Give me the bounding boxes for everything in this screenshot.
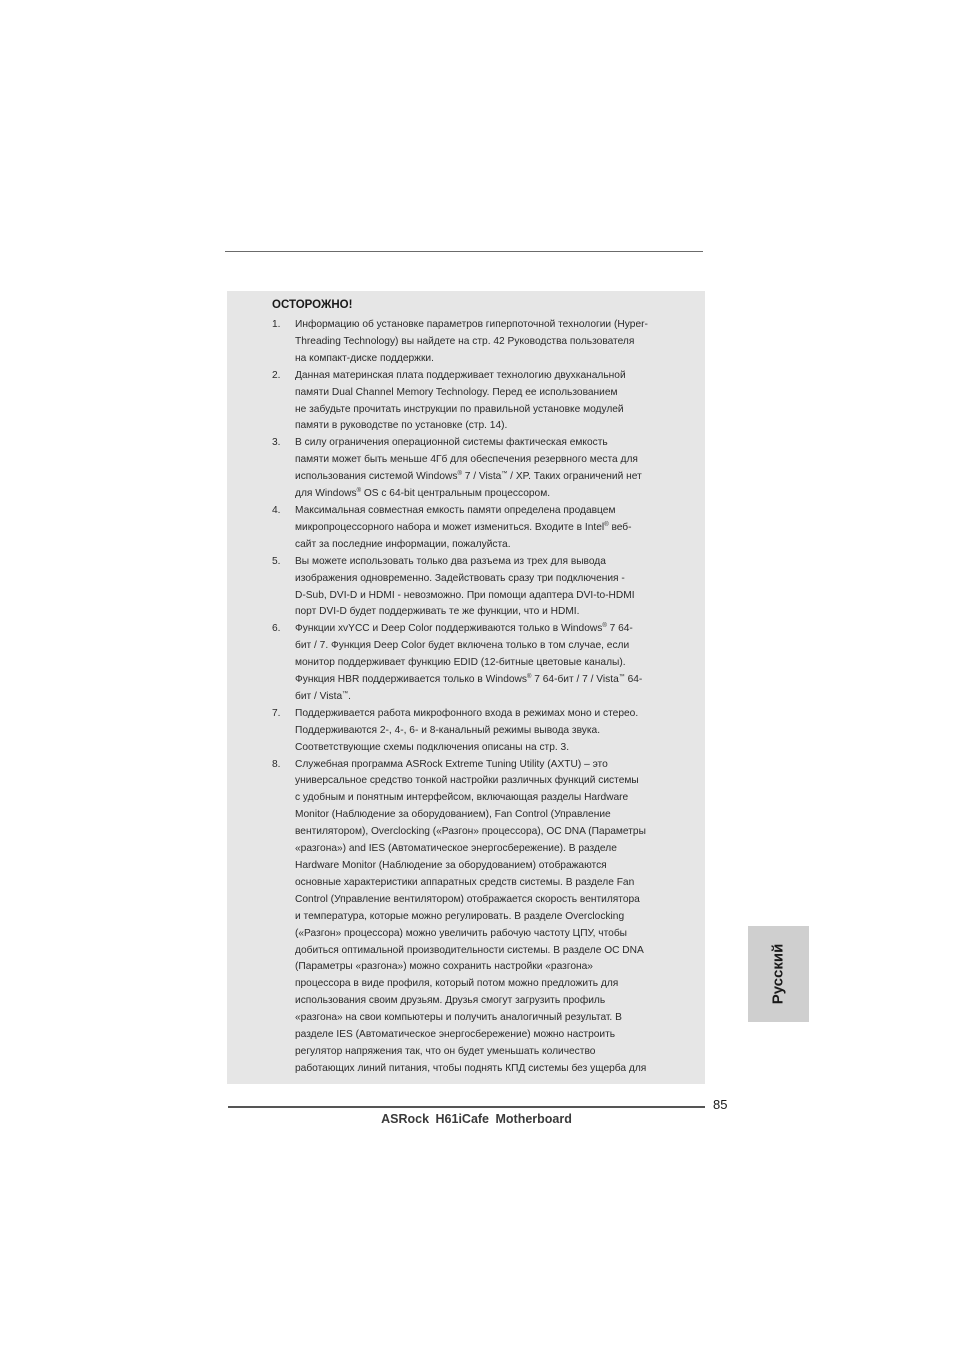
caution-item-line: монитор поддерживает функцию EDID (12-битные цветовые каналы). (295, 657, 626, 669)
caution-item-line: микропроцессорного набора и может измениться. Входите в Intel® веб- (295, 521, 632, 533)
caution-item (272, 706, 692, 757)
top-divider (225, 251, 703, 252)
caution-item-line: с удобным и понятным интерфейсом, включающая разделы Hardware (295, 792, 629, 804)
caution-item-line: сайт за последние информации, пожалуйста. (295, 538, 511, 550)
caution-item-line: универсальное средство тонкой настройки различных функций системы (295, 775, 639, 787)
caution-item-line: В силу ограничения операционной системы фактическая емкость (295, 437, 608, 449)
caution-item-line: использования своим друзьям. Друзья смогут загрузить профиль (295, 995, 606, 1007)
caution-item (272, 554, 692, 622)
caution-item-number: 2. (272, 369, 281, 381)
caution-item-line: использования системой Windows® 7 / Vista™ / XP. Таких ограничений нет (295, 471, 642, 483)
caution-item-line: основные характеристики аппаратных средств системы. В разделе Fan (295, 876, 635, 888)
caution-item-line: (Параметры «разгона») можно сохранить настройки «разгона» (295, 961, 593, 973)
caution-item-line: D-Sub, DVI-D и HDMI - невозможно. При помощи адаптера DVI-to-HDMI (295, 589, 635, 601)
caution-item-line: для Windows® OS с 64-bit центральным процессором. (295, 488, 551, 500)
caution-item (272, 435, 692, 503)
footer-product-name: ASRock H61iCafe Motherboard (381, 1112, 572, 1126)
caution-item-line: Threading Technology) вы найдете на стр. 42 Руководства пользователя (295, 335, 635, 347)
caution-item-line: бит / 7. Функция Deep Color будет включена только в том случае, если (295, 640, 630, 652)
caution-box (227, 291, 705, 1084)
caution-item-number: 4. (272, 504, 281, 516)
caution-item-line: Hardware Monitor (Наблюдение за оборудованием) отображаются (295, 860, 607, 871)
caution-item-line: Поддерживается работа микрофонного входа в режимах моно и стерео. (295, 707, 639, 719)
caution-item-line: Соответствующие схемы подключения описаны на стр. 3. (295, 741, 570, 753)
caution-item-line: «разгона») and IES (Автоматическое энергосбережение). В разделе (295, 843, 617, 855)
caution-item-line: Поддерживаются 2-, 4-, 6- и 8-канальный режимы вывода звука. (295, 724, 601, 736)
caution-item-number: 5. (272, 555, 281, 567)
caution-item-line: памяти в руководстве по установке (стр. 14). (295, 420, 508, 432)
caution-item-line: Control (Управление вентилятором) отображается скорость вентилятора (295, 893, 640, 905)
caution-title: ОСТОРОЖНО! (272, 299, 353, 311)
caution-item-line: памяти может быть меньше 4Гб для обеспечения резервного места для (295, 454, 638, 466)
caution-item-line: Данная материнская плата поддерживает технологию двухканальной (295, 369, 626, 381)
caution-list (272, 317, 692, 1078)
caution-item-line: разделе IES (Автоматическое энергосбережение) можно настроить (295, 1029, 616, 1041)
footer-divider (228, 1106, 705, 1108)
caution-item-line: вентилятором), Overclocking («Разгон» процессора), OC DNA (Параметры (295, 826, 646, 838)
caution-item-line: работающих линий питания, чтобы поднять КПД системы без ущерба для (295, 1062, 647, 1074)
caution-item-line: добиться оптимальной производительности системы. В разделе OC DNA (295, 944, 644, 956)
caution-item-line: регулятор напряжения так, что он будет уменьшать количество (295, 1045, 596, 1057)
caution-item-line: Максимальная совместная емкость памяти определена продавцем (295, 504, 616, 516)
caution-item-line: Monitor (Наблюдение за оборудованием), Fan Control (Управление (295, 809, 611, 821)
language-tab (748, 926, 809, 1022)
caution-item-line: Информацию об установке параметров гиперпоточной технологии (Hyper- (295, 319, 648, 330)
caution-item-number: 8. (272, 758, 281, 770)
caution-item-line: бит / Vista™. (295, 690, 351, 702)
caution-item-number: 3. (272, 437, 281, 449)
caution-item-line: Служебная программа ASRock Extreme Tuning Utility (AXTU) – это (295, 758, 608, 770)
caution-item (272, 368, 692, 436)
caution-item-line: («Разгон» процессора) можно увеличить рабочую частоту ЦПУ, чтобы (295, 927, 627, 939)
caution-item (272, 621, 692, 706)
caution-item-number: 6. (272, 623, 281, 635)
caution-item-line: «разгона» на свои компьютеры и получить аналогичный результат. В (295, 1012, 622, 1024)
caution-item-line: Вы можете использовать только два разъема из трех для вывода (295, 555, 606, 567)
caution-item-line: изображения одновременно. Задействовать сразу три подключения - (295, 572, 625, 584)
caution-item (272, 757, 692, 1078)
caution-item-line: Функция HBR поддерживается только в Windows® 7 64-бит / 7 / Vista™ 64- (295, 674, 643, 686)
caution-item (272, 317, 692, 368)
caution-item-line: на компакт-диске поддержки. (295, 352, 434, 364)
language-tab-label: Русский (769, 943, 787, 1005)
caution-item (272, 503, 692, 554)
caution-item-line: памяти Dual Channel Memory Technology. Перед ее использованием (295, 386, 618, 398)
page-number: 85 (713, 1097, 728, 1112)
caution-item-number: 7. (272, 707, 281, 719)
caution-item-line: процессора в виде профиля, который потом можно предложить для (295, 978, 619, 990)
caution-item-line: не забудьте прочитать инструкции по правильной установке модулей (295, 403, 624, 415)
caution-item-number: 1. (272, 319, 281, 330)
caution-item-line: Функции xvYCC и Deep Color поддерживаются только в Windows® 7 64- (295, 623, 633, 635)
caution-item-line: порт DVI-D будет поддерживать те же функции, что и HDMI. (295, 606, 580, 618)
caution-item-line: и температура, которые можно регулировать. В разделе Overclocking (295, 910, 625, 922)
